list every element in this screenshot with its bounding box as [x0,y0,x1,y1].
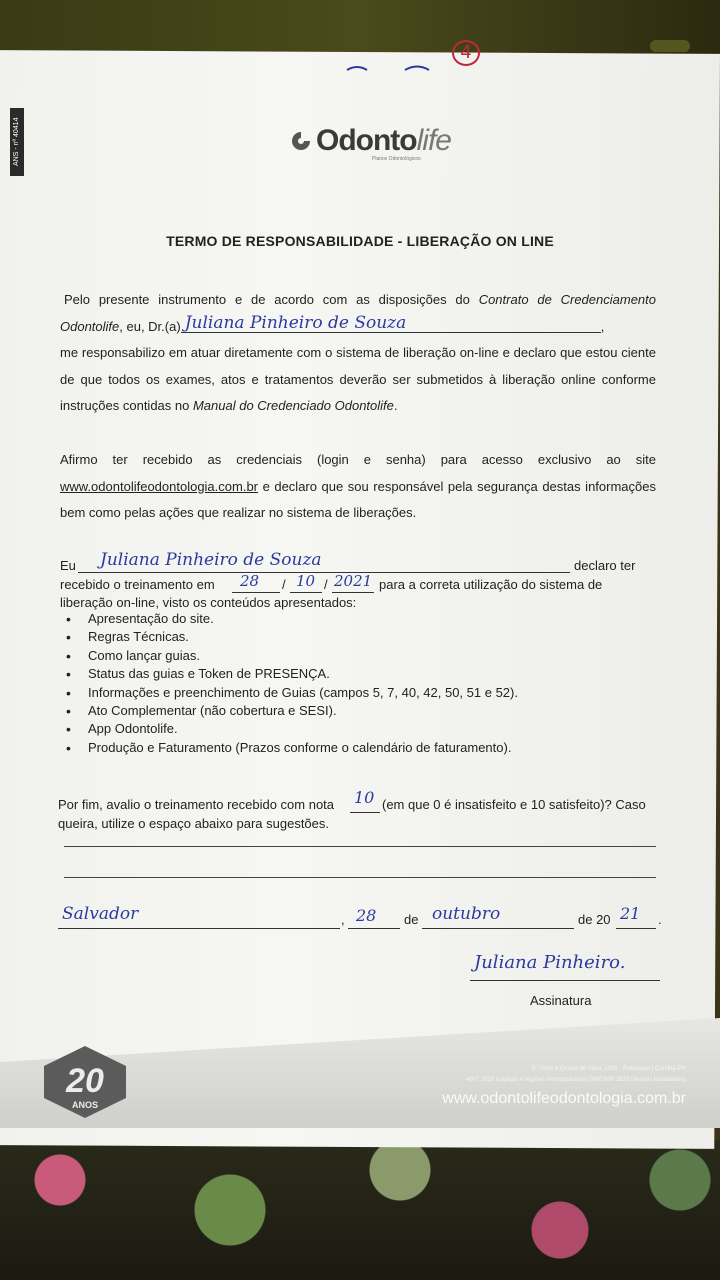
twenty-years-badge [40,1044,130,1120]
suggestion-line-1 [64,846,656,847]
name-fill-line [78,572,570,573]
trainee-name-handwritten: Juliana Pinheiro de Souza [100,550,322,570]
month-fill-line [290,592,322,593]
logo-brand-light: life [416,124,451,157]
signature-label: Assinatura [530,993,592,1008]
training-month-handwritten: 10 [296,572,316,590]
page-number-mark: 4 [452,40,480,66]
badge-number: 20 [66,1062,104,1100]
site-link[interactable]: www.odontolifeodontologia.com.br [60,478,259,494]
list-item: • Ato Complementar (não cobertura e SESI). [88,702,518,720]
p4-text-3: queira, utilize o espaço abaixo para sugestões. [58,816,330,831]
date-dot: . [658,912,662,927]
date-comma: , [341,912,345,927]
list-item: • Informações e preenchimento de Guias (campos 5, 7, 40, 42, 50, 51 e 52). [88,684,518,702]
training-day-handwritten: 28 [240,572,260,590]
signature-line [470,980,660,981]
list-item: • App Odontolife. [88,720,518,738]
paragraph-credentials [60,447,656,527]
date-de-1: de [404,912,419,927]
odontolife-logo [290,124,451,164]
p4-text-1: Por fim, avalio o treinamento recebido com nota [58,797,335,812]
pen-marks [345,62,435,74]
document-title: TERMO DE RESPONSABILIDADE - LIBERAÇÃO ON LINE [166,233,554,249]
tooth-icon [290,130,312,152]
sign-day-handwritten: 28 [356,906,377,925]
p2-text-1: Afirmo ter recebido as credenciais (login e senha) para acesso exclusivo ao site [60,452,656,467]
list-item: • Como lançar guias. [88,647,518,665]
p1-text-4: . [393,398,398,413]
date-de-2: de 20 [578,912,611,927]
p3-recebido: recebido o treinamento em [60,577,215,592]
p1-text-3: me responsabilizo em atuar diretamente com o sistema de liberação on-line e declaro que estou ciente de que todos os exames, atos e tratamentos deverão ser submetidos à liberação online conforme instruções contidas no [60,345,656,413]
footer-address-line: R. Vinte e Quatro de Maio, 1305 - Rebouças | Curitiba-PR [531,1066,686,1072]
day-fill-line [232,592,280,593]
footer-phones: 4007 2828 (capitais e regiões metropolitanas) 0800 600 2828 (demais localidades) [465,1077,686,1083]
p3-declaro: declaro ter [574,558,636,573]
list-item: • Apresentação do site. [88,610,518,628]
date-slash-1: / [282,577,286,592]
score-handwritten: 10 [354,788,375,807]
p3-para: para a correta utilização do sistema de [379,577,603,592]
p2-text-2: e declaro que sou responsável pela segurança destas informações bem como pelas ações que realizar no sistema de liberações. [60,478,656,520]
signature-handwritten: Juliana Pinheiro. [474,952,626,973]
paragraph-responsibility: Pelo presente instrumento e de acordo com as disposições do Contrato de Credenciamento Odontolife, eu, Dr.(a) Juliana Pinheiro de Souza , me responsabilizo em atuar diretamente com o sistema de liberação on-line e declaro que estou ciente de que todos os exames, atos e tratamentos deverão ser submetidos à liberação online conforme instruções contidas no Manual do Credenciado Odontolife. [60,292,657,413]
p3-eu: Eu [60,558,76,573]
p1-contract-ref: Contrato de Credenciamento Odontolife [60,292,657,334]
p3-line3: liberação on-line, visto os conteúdos apresentados: [60,595,357,610]
footer-site: www.odontolifeodontologia.com.br [442,1090,686,1107]
sign-year-handwritten: 21 [620,904,641,923]
logo-tagline: Planos Odontológicos [372,156,421,162]
date-slash-2: / [324,577,328,592]
list-item: • Status das guias e Token de PRESENÇA. [88,665,518,683]
footer-address [466,1064,686,1086]
sign-year-fill-line [616,928,656,929]
badge-word: ANOS [71,1100,99,1110]
score-fill-line [350,812,380,813]
city-handwritten: Salvador [62,904,139,924]
year-fill-line [332,592,374,593]
suggestion-line-2 [64,877,656,878]
p1-text-2: , eu, Dr.(a) [119,318,181,334]
list-item: • Regras Técnicas. [88,628,518,646]
sign-month-fill-line [422,928,574,929]
ans-registration-tag: ANS - nº 40414 [10,108,24,176]
p4-text-2: (em que 0 é insatisfeito e 10 satisfeito)? Caso [382,797,646,812]
city-fill-line [58,928,340,929]
training-topics-list [66,610,518,757]
logo-brand-bold: Odonto [316,124,417,157]
p1-manual-ref: Manual do Credenciado Odontolife [192,398,394,413]
list-item: • Produção e Faturamento (Prazos conforme o calendário de faturamento). [88,739,518,757]
training-year-handwritten: 2021 [334,572,373,590]
doctor-name-handwritten: Juliana Pinheiro de Souza [184,312,407,333]
sign-month-handwritten: outubro [432,904,501,924]
background-fabric [0,1140,720,1280]
sign-day-fill-line [348,928,400,929]
p1-text-1: Pelo presente instrumento e de acordo com as disposições do [64,292,479,307]
binder-clip [650,40,690,52]
